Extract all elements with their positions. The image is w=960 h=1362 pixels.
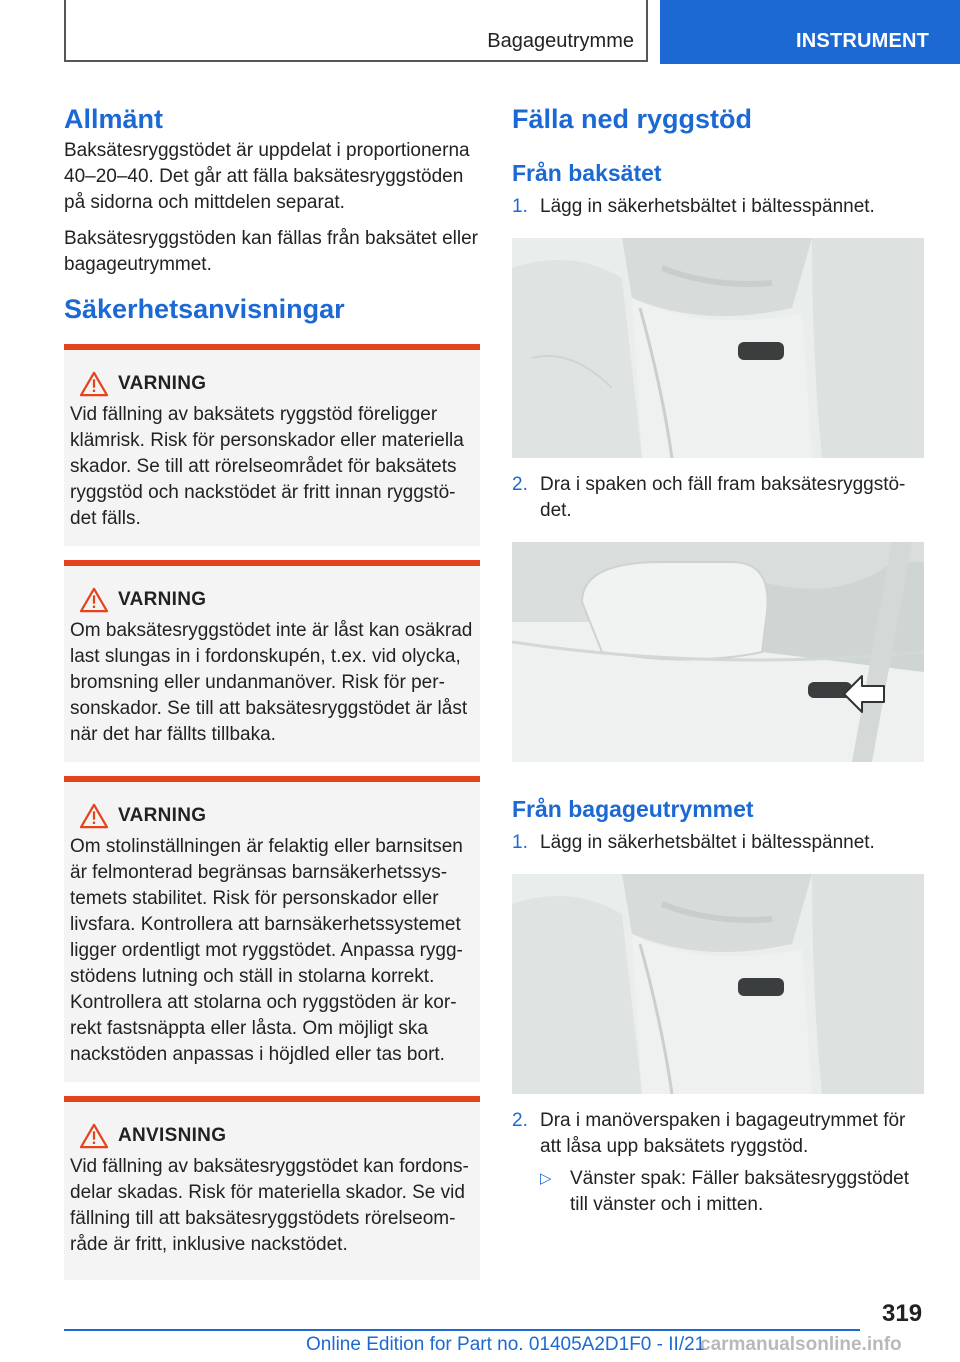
trunk-substep-left-lever bbox=[540, 1166, 924, 1218]
notice-title: ANVISNING bbox=[118, 1125, 227, 1146]
step-text: Dra i spaken och fäll fram baksätesryggstö-det. bbox=[540, 474, 906, 521]
footer-divider bbox=[64, 1329, 860, 1331]
warning-triangle-icon bbox=[78, 803, 110, 829]
substep-text: Vänster spak: Fäller baksätesryggstödet till vänster och i mitten. bbox=[570, 1168, 910, 1215]
footer-edition: Online Edition for Part no. 01405A2D1F0 - II/21 bbox=[306, 1334, 706, 1355]
header-section-box bbox=[64, 0, 648, 62]
left-column bbox=[64, 100, 480, 1294]
notice-box bbox=[64, 1096, 480, 1280]
from-rear-seat-heading: Från baksätet bbox=[512, 160, 662, 186]
warning-text-2: Om baksätesryggstödet inte är låst kan osäkrad last slungas in i fordonskupén, t.ex. vid olycka, bromsning eller undanmanöver. Risk för per-sonskador. Se till att baksätesryggstödet är låst när det har fällts tillbaka. bbox=[70, 620, 473, 745]
page-number: 319 bbox=[882, 1300, 923, 1327]
warning-box-3 bbox=[64, 776, 480, 1082]
step-number: 1. bbox=[512, 832, 528, 853]
step-number: 1. bbox=[512, 196, 528, 217]
seat-lever-photo bbox=[512, 542, 924, 762]
safety-heading: Säkerhetsanvisningar bbox=[64, 294, 345, 324]
warning-title-3: VARNING bbox=[118, 805, 207, 826]
seat-belt-buckle-photo bbox=[512, 238, 924, 458]
seat-step-2 bbox=[512, 472, 924, 524]
fold-down-heading: Fälla ned ryggstöd bbox=[512, 104, 753, 134]
warning-triangle-icon bbox=[78, 587, 110, 613]
header-chapter-tab[interactable] bbox=[660, 0, 960, 64]
warning-triangle-icon bbox=[78, 1123, 110, 1149]
allmant-paragraph-2: Baksätesryggstöden kan fällas från baksätet eller bagageutrymmet. bbox=[64, 228, 479, 275]
warning-title-1: VARNING bbox=[118, 373, 207, 394]
warning-box-1 bbox=[64, 344, 480, 546]
header-section-title: Bagageutrymme bbox=[487, 30, 634, 52]
warning-title-2: VARNING bbox=[118, 589, 207, 610]
trunk-step-1 bbox=[512, 830, 924, 856]
header-chapter-label: INSTRUMENT bbox=[796, 30, 930, 52]
watermark: carmanualsonline.info bbox=[700, 1334, 902, 1355]
from-trunk-heading: Från bagageutrymmet bbox=[512, 796, 754, 822]
right-column bbox=[512, 100, 924, 1218]
allmant-paragraph-1: Baksätesryggstödet är uppdelat i proportionerna 40–20–40. Det går att fälla baksätesryggstöden på sidorna och mittdelen separat. bbox=[64, 140, 470, 213]
step-text: Dra i manöverspaken i bagageutrymmet för att låsa upp baksätets ryggstöd. bbox=[540, 1110, 906, 1157]
notice-text: Vid fällning av baksätesryggstödet kan fordons-delar skadas. Risk för materiella skador. Se vid fällning till att baksätesryggstödets rörelseom-råde är fritt, inklusive nackstödet. bbox=[70, 1156, 469, 1255]
warning-triangle-icon bbox=[78, 371, 110, 397]
step-number: 2. bbox=[512, 1110, 528, 1131]
seat-step-1 bbox=[512, 194, 924, 220]
substep-triangle-icon: ▷ bbox=[540, 1170, 552, 1187]
step-number: 2. bbox=[512, 474, 528, 495]
trunk-step-2 bbox=[512, 1108, 924, 1160]
trunk-seat-belt-photo bbox=[512, 874, 924, 1094]
allmant-heading: Allmänt bbox=[64, 104, 164, 134]
step-text: Lägg in säkerhetsbältet i bältesspännet. bbox=[540, 832, 875, 853]
warning-box-2 bbox=[64, 560, 480, 762]
warning-text-3: Om stolinställningen är felaktig eller barnsitsen är felmonterad begränsas barnsäkerhetssys-temets stabilitet. Risk för personskador eller livsfara. Kontrollera att barnsäkerhetssystemet ligger ordentligt mot ryggstödet. Anpassa rygg-stödens lutning och ställ in stolarna korrekt. Kontrollera att stolarna och ryggstöden är kor-rekt fastsnäppta eller låsta. Om möjligt ska nackstöden anpassas i höjdled eller tas bort. bbox=[70, 836, 463, 1065]
warning-text-1: Vid fällning av baksätets ryggstöd föreligger klämrisk. Risk för personskador eller materiella skador. Se till att rörelseområdet för baksätets ryggstöd och nackstödet är fritt innan ryggstö-det fälls. bbox=[70, 404, 464, 529]
step-text: Lägg in säkerhetsbältet i bältesspännet. bbox=[540, 196, 875, 217]
